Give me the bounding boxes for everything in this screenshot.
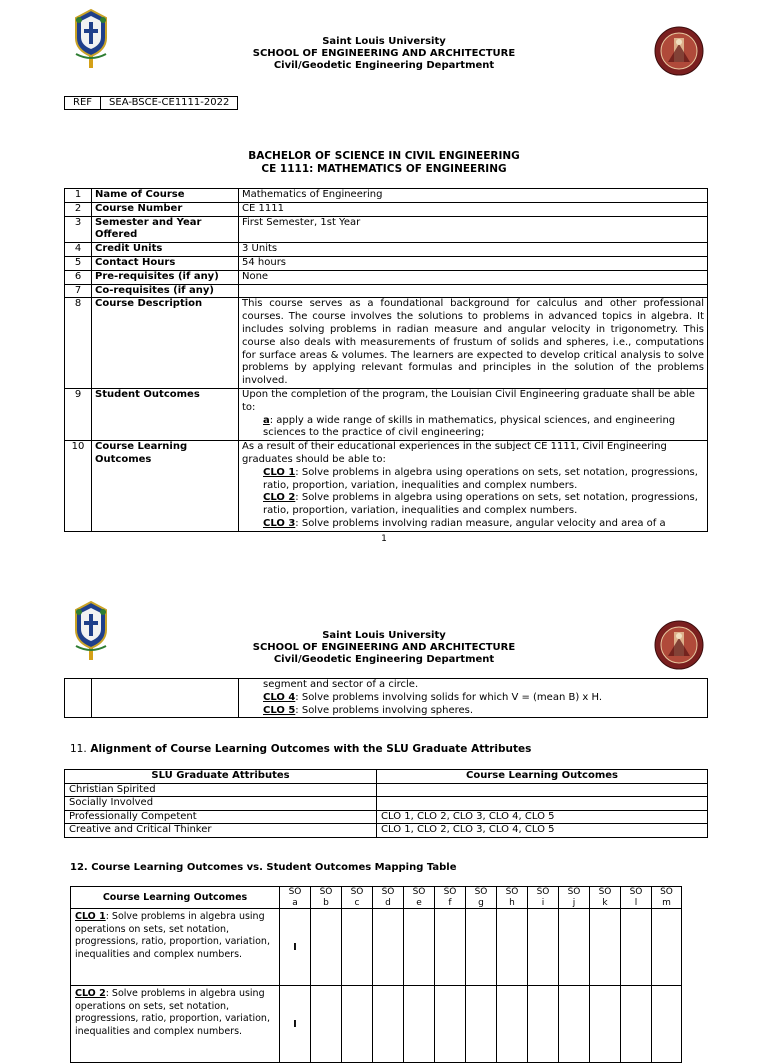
- section-number: 11.: [70, 743, 87, 755]
- section-number: 12.: [70, 862, 88, 873]
- row-value: First Semester, 1st Year: [239, 216, 708, 243]
- empty-cell: [559, 986, 590, 1063]
- clo-text: : Solve problems in algebra using operations on sets, set notation, progressions, ratio, proportion, variation, inequalities and complex numbers.: [263, 466, 698, 491]
- clo-cell: [71, 909, 280, 986]
- so-prefix: SO: [319, 887, 333, 897]
- so-letter: h: [509, 897, 515, 908]
- clo-item: [242, 705, 704, 718]
- department-name: Civil/Geodetic Engineering Department: [273, 60, 495, 71]
- empty-cell: [652, 909, 682, 986]
- row-value: CE 1111: [239, 202, 708, 216]
- row-number: 5: [65, 256, 92, 270]
- so-letter: f: [448, 897, 452, 908]
- row-number: 9: [65, 388, 92, 440]
- so-letter: c: [354, 897, 360, 908]
- row-value: 54 hours: [239, 256, 708, 270]
- table-row: [65, 441, 708, 532]
- row-label: Course Description: [92, 298, 239, 389]
- table-row: [65, 284, 708, 298]
- row-number: 1: [65, 189, 92, 203]
- so-letter: j: [572, 897, 576, 908]
- table-row: [65, 256, 708, 270]
- so-header: [559, 887, 590, 909]
- empty-cell: [311, 986, 342, 1063]
- empty-cell: [373, 986, 404, 1063]
- so-letter: g: [478, 897, 484, 908]
- ref-label: REF: [65, 97, 101, 110]
- course-info-table-continued: [64, 678, 708, 718]
- row-number: 2: [65, 202, 92, 216]
- clo-text: : Solve problems in algebra using operations on sets, set notation, progressions, ratio, proportion, variation, inequalities and complex numbers.: [263, 492, 698, 517]
- table-row: [65, 388, 708, 440]
- so-header: [590, 887, 621, 909]
- clo-key: CLO 2: [263, 492, 296, 504]
- so-letter: l: [634, 897, 638, 908]
- so-item-a: [242, 415, 704, 441]
- empty-cell: [373, 909, 404, 986]
- clo-mapping-cell: [377, 783, 708, 797]
- clo-key: CLO 5: [263, 704, 296, 716]
- empty-cell: [435, 909, 466, 986]
- section-title: Course Learning Outcomes vs. Student Outcomes Mapping Table: [91, 862, 457, 873]
- empty-cell: [435, 986, 466, 1063]
- school-seal-right: [654, 26, 704, 76]
- table-header-row: [71, 887, 682, 909]
- reference-box: [64, 96, 238, 110]
- so-letter: d: [385, 897, 391, 908]
- so-header: [311, 887, 342, 909]
- school-name: SCHOOL OF ENGINEERING AND ARCHITECTURE: [252, 642, 516, 653]
- row-number: 7: [65, 284, 92, 298]
- clo-item: [242, 492, 704, 518]
- empty-cell: [466, 986, 497, 1063]
- so-prefix: SO: [536, 887, 550, 897]
- clo-key: CLO 1: [263, 466, 296, 478]
- university-name: Saint Louis University: [322, 36, 446, 47]
- table-row: [65, 202, 708, 216]
- so-header: [466, 887, 497, 909]
- section-11-heading: [70, 743, 531, 755]
- row-number: 3: [65, 216, 92, 243]
- so-letter: e: [416, 897, 422, 908]
- so-header: [497, 887, 528, 909]
- so-header: [621, 887, 652, 909]
- table-row: [65, 824, 708, 838]
- attribute-cell: Creative and Critical Thinker: [65, 824, 377, 838]
- table-row: [65, 270, 708, 284]
- empty-cell: [497, 909, 528, 986]
- table-row: [71, 909, 682, 986]
- so-intro: Upon the completion of the program, the Louisian Civil Engineering graduate shall be able to:: [242, 388, 695, 413]
- clo-item: [242, 467, 704, 493]
- row-number: 10: [65, 441, 92, 532]
- so-prefix: SO: [629, 887, 643, 897]
- row-value: None: [239, 270, 708, 284]
- so-header: [342, 887, 373, 909]
- empty-cell: [590, 986, 621, 1063]
- empty-cell: [528, 909, 559, 986]
- so-letter: i: [541, 897, 545, 908]
- department-name: Civil/Geodetic Engineering Department: [273, 654, 495, 665]
- table-row: [65, 216, 708, 243]
- letterhead: [0, 36, 768, 72]
- column-header: Course Learning Outcomes: [71, 887, 280, 909]
- empty-cell: [404, 909, 435, 986]
- table-row: [65, 189, 708, 203]
- clo-key: CLO 4: [263, 691, 296, 703]
- row-value: [239, 284, 708, 298]
- empty-cell: [590, 909, 621, 986]
- empty-cell: [466, 909, 497, 986]
- row-label: Contact Hours: [92, 256, 239, 270]
- so-header: [404, 887, 435, 909]
- so-letter: b: [323, 897, 329, 908]
- mapping-mark: I: [280, 909, 311, 986]
- course-title: CE 1111: MATHEMATICS OF ENGINEERING: [261, 163, 507, 175]
- page-number: 1: [381, 534, 387, 544]
- empty-cell: [92, 679, 239, 718]
- so-header: [280, 887, 311, 909]
- row-number: 6: [65, 270, 92, 284]
- clo-text: : Solve problems involving radian measure, angular velocity and area of a: [295, 517, 666, 529]
- so-header: [528, 887, 559, 909]
- clo-mapping-cell: CLO 1, CLO 2, CLO 3, CLO 4, CLO 5: [377, 824, 708, 838]
- page-gap: [0, 555, 768, 590]
- empty-cell: [311, 909, 342, 986]
- empty-cell: [652, 986, 682, 1063]
- so-prefix: SO: [474, 887, 488, 897]
- university-name: Saint Louis University: [322, 630, 446, 641]
- row-label: Semester and Year Offered: [92, 216, 239, 243]
- row-label: Course Learning Outcomes: [92, 441, 239, 532]
- so-prefix: SO: [660, 887, 673, 897]
- empty-cell: [404, 986, 435, 1063]
- clo-cell: [239, 679, 708, 718]
- row-label: Pre-requisites (if any): [92, 270, 239, 284]
- empty-cell: [621, 986, 652, 1063]
- so-prefix: SO: [350, 887, 364, 897]
- so-prefix: SO: [567, 887, 581, 897]
- table-row: [65, 243, 708, 257]
- so-item-text: : apply a wide range of skills in mathematics, physical sciences, and engineering sciences to the practice of civil engineering;: [263, 414, 676, 439]
- clo-text: : Solve problems involving spheres.: [295, 704, 474, 716]
- graduate-attributes-table: [64, 769, 708, 838]
- ref-value: SEA-BSCE-CE1111-2022: [101, 97, 238, 110]
- section-12-heading: [70, 862, 457, 873]
- so-item-key: a: [263, 414, 270, 426]
- attribute-cell: Professionally Competent: [65, 810, 377, 824]
- empty-cell: [65, 679, 92, 718]
- clo-item: [242, 692, 704, 705]
- mapping-mark: I: [280, 986, 311, 1063]
- table-row: [65, 298, 708, 389]
- clo-key: CLO 2: [75, 988, 106, 999]
- table-header-row: [65, 770, 708, 784]
- letterhead: [0, 630, 768, 666]
- clo-cell: [71, 986, 280, 1063]
- row-value: 3 Units: [239, 243, 708, 257]
- clo-intro: As a result of their educational experiences in the subject CE 1111, Civil Engineering graduates should be able to:: [242, 441, 667, 465]
- so-prefix: SO: [443, 887, 457, 897]
- table-row: [65, 797, 708, 811]
- row-label: Credit Units: [92, 243, 239, 257]
- document-title: [0, 150, 768, 176]
- course-info-table: [64, 188, 708, 532]
- so-prefix: SO: [288, 887, 302, 897]
- so-prefix: SO: [381, 887, 395, 897]
- row-label: Student Outcomes: [92, 388, 239, 440]
- empty-cell: [621, 909, 652, 986]
- so-prefix: SO: [598, 887, 612, 897]
- clo-key: CLO 3: [263, 517, 296, 529]
- so-prefix: SO: [505, 887, 519, 897]
- empty-cell: [528, 986, 559, 1063]
- clo-text: : Solve problems involving solids for which V = (mean B) x H.: [295, 691, 603, 703]
- clo-cell: [239, 441, 708, 532]
- program-title: BACHELOR OF SCIENCE IN CIVIL ENGINEERING: [248, 150, 520, 162]
- row-number: 8: [65, 298, 92, 389]
- column-header: SLU Graduate Attributes: [65, 770, 377, 784]
- so-letter: a: [292, 897, 298, 908]
- table-row: [65, 783, 708, 797]
- table-row: [71, 986, 682, 1063]
- so-letter: k: [602, 897, 608, 908]
- clo-mapping-cell: CLO 1, CLO 2, CLO 3, CLO 4, CLO 5: [377, 810, 708, 824]
- course-description: This course serves as a foundational background for calculus and other professional courses. The course involves the solutions to problems in advanced topics in algebra. It includes solving problems in radian measure and angular velocity in trigonometry. This course also deals with measurements of frustum of solids and spheres, i.e., computations for surface areas & volumes. The learners are expected to develop critical analysis to solve problems by applying relevant formulas and principles in the solution of the problems involved.: [239, 298, 708, 389]
- so-header: [652, 887, 682, 909]
- so-letter: m: [662, 897, 671, 908]
- so-prefix: SO: [412, 887, 426, 897]
- clo-key: CLO 1: [75, 911, 106, 922]
- table-row: [65, 810, 708, 824]
- clo-item: [242, 518, 704, 531]
- empty-cell: [497, 986, 528, 1063]
- row-label: Name of Course: [92, 189, 239, 203]
- attribute-cell: Socially Involved: [65, 797, 377, 811]
- so-header: [435, 887, 466, 909]
- row-label: Course Number: [92, 202, 239, 216]
- so-header: [373, 887, 404, 909]
- section-title: Alignment of Course Learning Outcomes with the SLU Graduate Attributes: [90, 743, 532, 755]
- school-seal-right: [654, 620, 704, 670]
- row-label: Co-requisites (if any): [92, 284, 239, 298]
- school-name: SCHOOL OF ENGINEERING AND ARCHITECTURE: [252, 48, 516, 59]
- attribute-cell: Christian Spirited: [65, 783, 377, 797]
- student-outcomes-cell: [239, 388, 708, 440]
- empty-cell: [342, 986, 373, 1063]
- clo-so-mapping-table: [70, 886, 682, 1063]
- row-value: Mathematics of Engineering: [239, 189, 708, 203]
- clo-text: : Solve problems in algebra using operations on sets, set notation, progressions, ratio, proportion, variation, inequalities and complex numbers.: [75, 988, 270, 1037]
- clo-3-continuation: segment and sector of a circle.: [263, 679, 419, 690]
- clo-text: : Solve problems in algebra using operations on sets, set notation, progressions, ratio, proportion, variation, inequalities and complex numbers.: [75, 911, 270, 960]
- table-row: [65, 679, 708, 718]
- empty-cell: [342, 909, 373, 986]
- column-header: Course Learning Outcomes: [377, 770, 708, 784]
- row-number: 4: [65, 243, 92, 257]
- empty-cell: [559, 909, 590, 986]
- clo-mapping-cell: [377, 797, 708, 811]
